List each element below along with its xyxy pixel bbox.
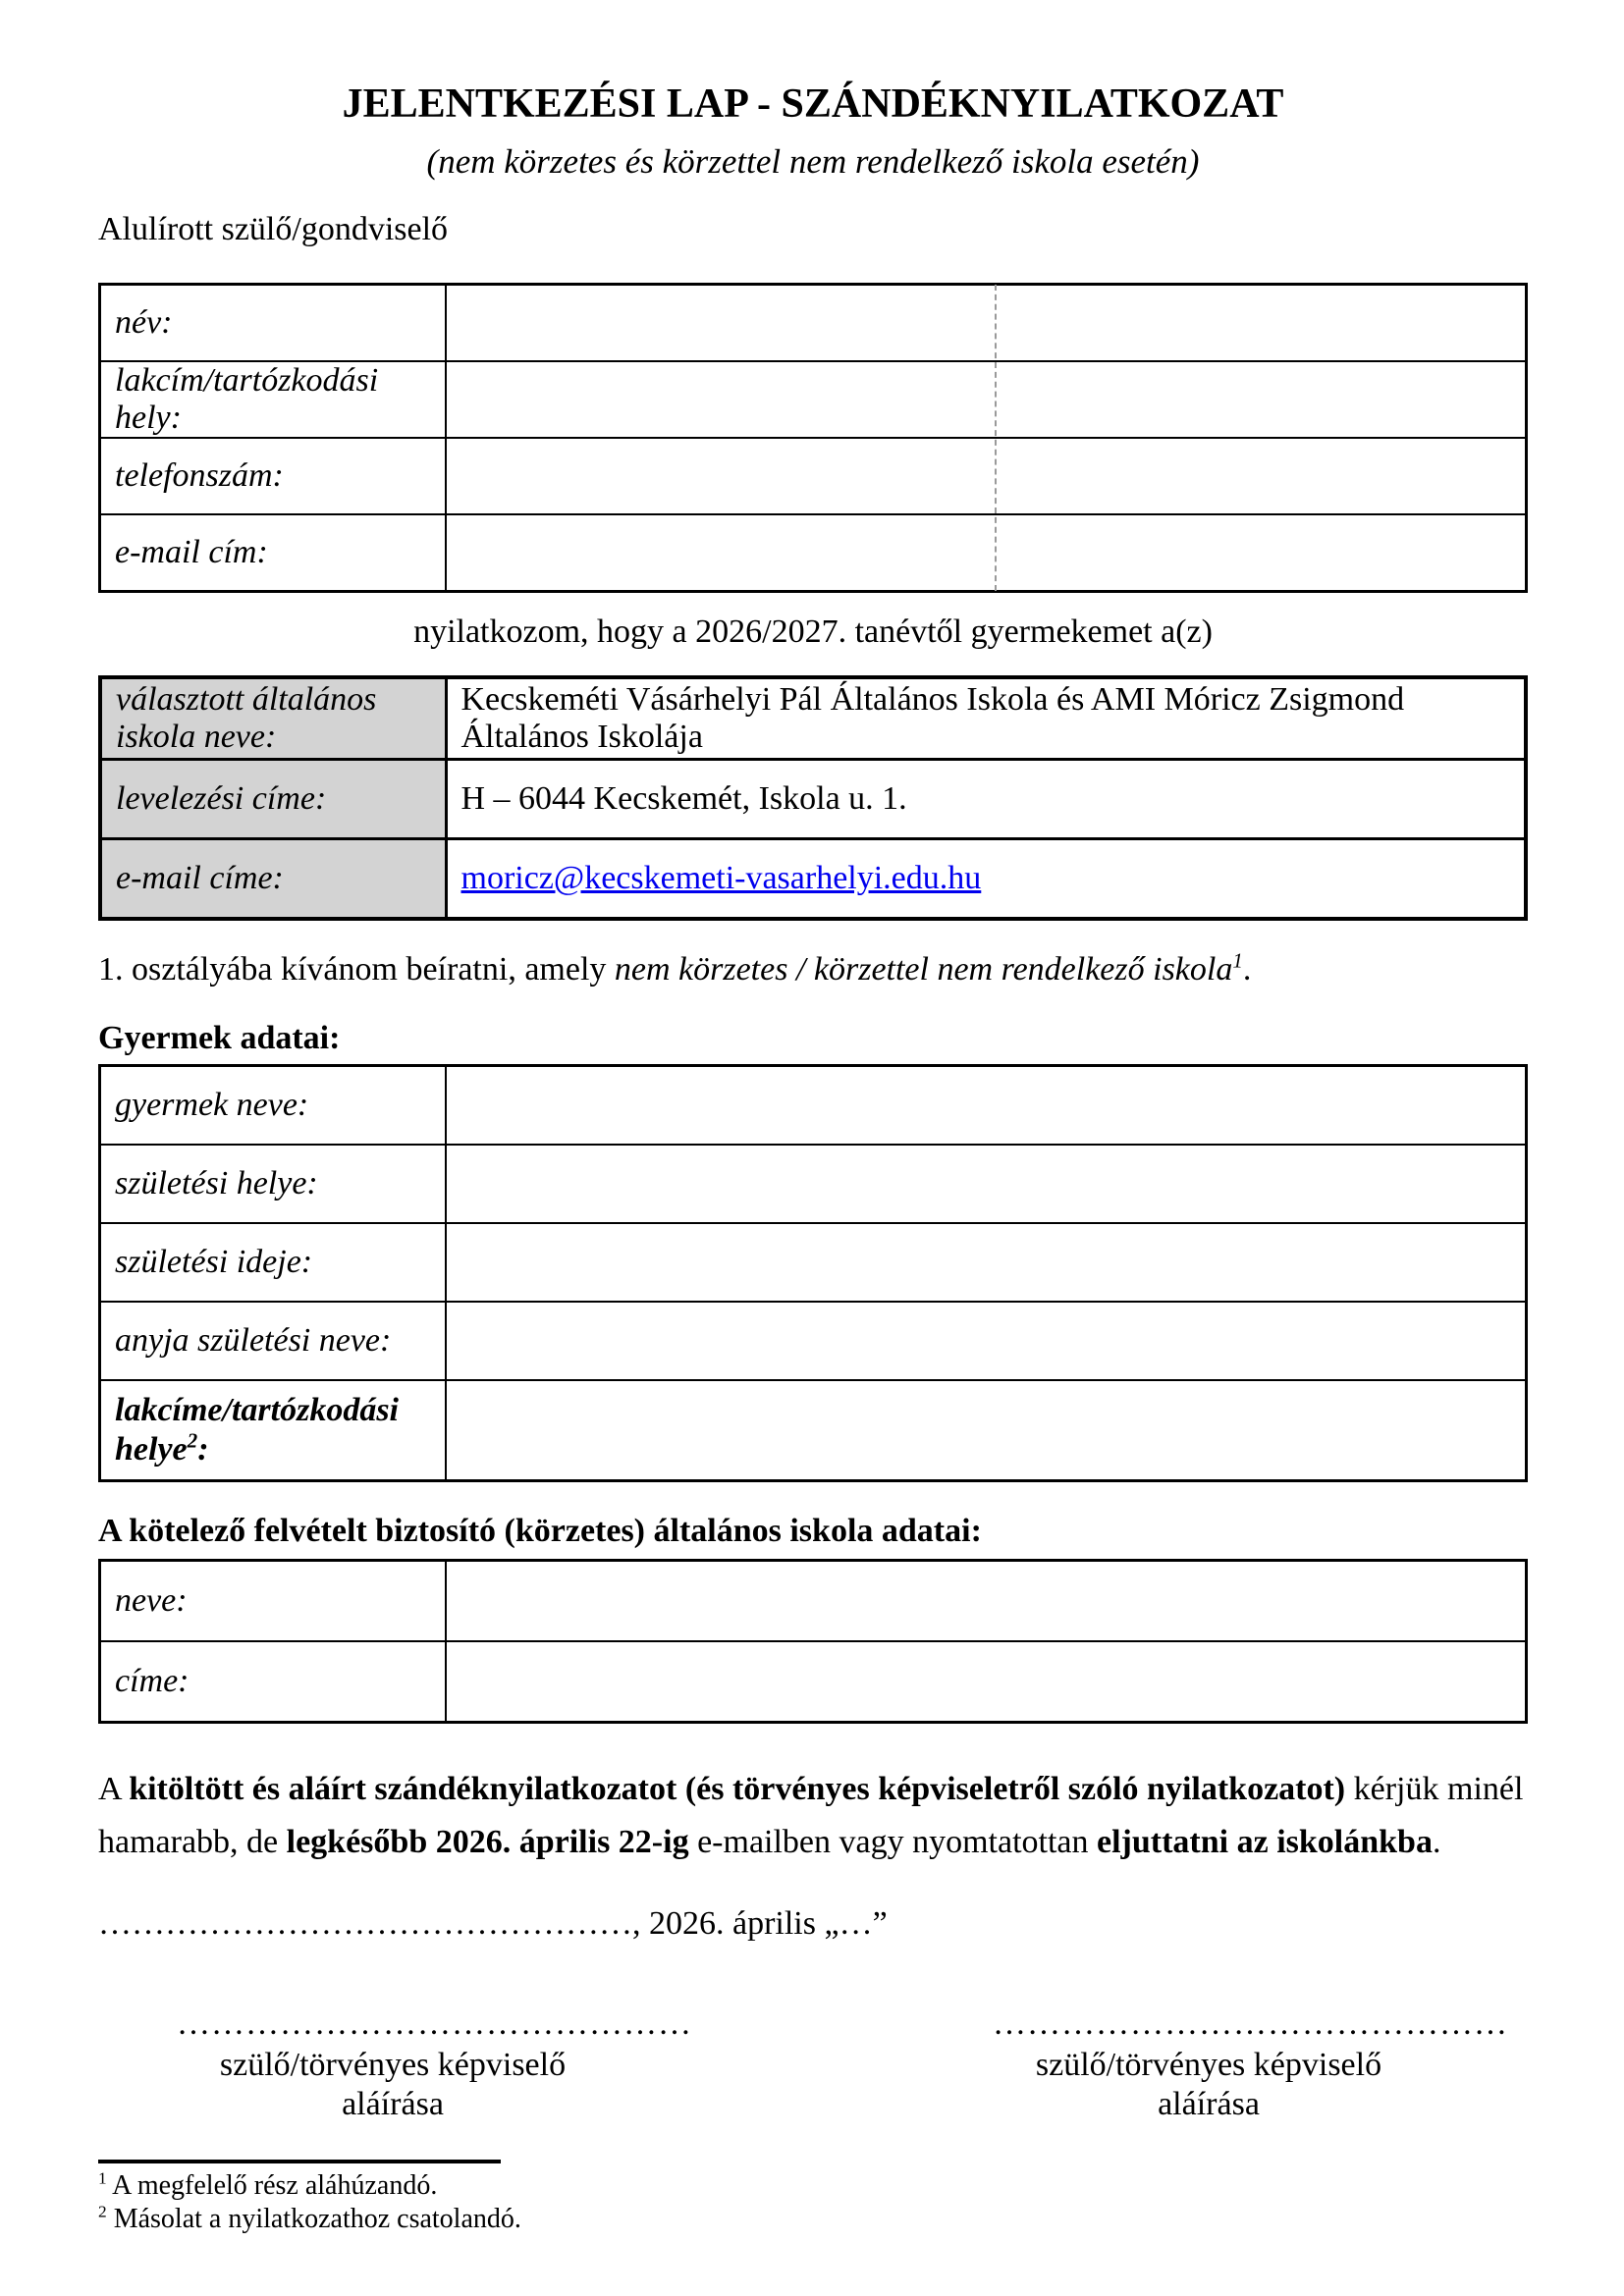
table-row — [100, 1302, 1527, 1380]
district-section-heading: A kötelező felvételt biztosító (körzetes) általános iskola adatai: — [98, 1513, 982, 1549]
child-birth-place-input-cell[interactable] — [446, 1145, 1527, 1223]
field-label-school-email: e-mail címe: — [100, 839, 446, 920]
signature-line: ……………………………………… — [177, 2005, 692, 2042]
school-email-cell — [446, 839, 1526, 920]
footnote-2-text: Másolat a nyilatkozathoz csatolandó. — [113, 2204, 521, 2234]
table-row — [100, 1223, 1527, 1302]
footnote-1-marker: 1 — [98, 2168, 107, 2188]
school-address-value: H – 6044 Kecskemét, Iskola u. 1. — [446, 760, 1526, 839]
table-row — [100, 514, 1527, 592]
field-label-child-address: lakcíme/tartózkodási helye$^2$: — [100, 1380, 446, 1481]
table-row — [100, 1641, 1527, 1723]
page-title: JELENTKEZÉSI LAP - SZÁNDÉKNYILATKOZAT — [342, 81, 1284, 127]
parent-address-input-cell[interactable] — [446, 361, 1527, 438]
field-label-email: e-mail cím: — [100, 514, 446, 592]
field-label-mother-name: anyja születési neve: — [100, 1302, 446, 1380]
district-school-table — [98, 1559, 1528, 1724]
parent-name-input-cell[interactable] — [446, 285, 1527, 362]
parent-phone-input-cell[interactable] — [446, 438, 1527, 514]
table-row — [100, 361, 1527, 438]
child-mother-name-input-cell[interactable] — [446, 1302, 1527, 1380]
school-name-value: Kecskeméti Vásárhelyi Pál Általános Iskola és AMI Móricz Zsigmond Általános Iskolája — [446, 677, 1526, 760]
date-line: …………………………………………, 2026. április „…” — [98, 1905, 888, 1942]
table-row — [100, 760, 1526, 839]
table-row — [100, 1380, 1527, 1481]
signature-row — [98, 2004, 1528, 2124]
child-address-input-cell[interactable] — [446, 1380, 1527, 1481]
footnotes — [98, 2169, 1528, 2236]
parent-email-input-cell[interactable] — [446, 514, 1527, 592]
table-row — [100, 285, 1527, 362]
footnote-2-marker: 2 — [98, 2202, 107, 2221]
field-label-district-address: címe: — [100, 1641, 446, 1723]
school-email-link[interactable]: moricz@kecskemeti-vasarhelyi.edu.hu — [460, 860, 982, 896]
signature-label: szülő/törvényes képviselő aláírása — [219, 2047, 567, 2122]
signature-line: ……………………………………… — [993, 2005, 1508, 2042]
field-label-district-name: neve: — [100, 1561, 446, 1642]
declaration-line: nyilatkozom, hogy a 2026/2027. tanévtől gyermekemet a(z) — [413, 614, 1213, 650]
signature-block-left — [177, 2004, 692, 2124]
field-label-address: lakcím/tartózkodási hely: — [100, 361, 446, 438]
child-name-input-cell[interactable] — [446, 1066, 1527, 1146]
table-row — [100, 839, 1526, 920]
signature-label: szülő/törvényes képviselő aláírása — [1035, 2047, 1382, 2122]
footnote-2 — [98, 2203, 1528, 2236]
parent-info-table — [98, 283, 1528, 593]
child-section-heading: Gyermek adatai: — [98, 1020, 341, 1056]
child-birth-date-input-cell[interactable] — [446, 1223, 1527, 1302]
table-row — [100, 438, 1527, 514]
table-row — [100, 677, 1526, 760]
field-label-birth-date: születési ideje: — [100, 1223, 446, 1302]
table-row — [100, 1561, 1527, 1642]
footnote-separator — [98, 2160, 501, 2163]
field-label-birth-place: születési helye: — [100, 1145, 446, 1223]
table-row — [100, 1066, 1527, 1146]
table-row — [100, 1145, 1527, 1223]
field-label-child-name: gyermek neve: — [100, 1066, 446, 1146]
footnote-1-text: A megfelelő rész aláhúzandó. — [112, 2170, 438, 2201]
footnote-1 — [98, 2169, 1528, 2203]
field-label-name: név: — [100, 285, 446, 362]
signature-block-right — [993, 2004, 1508, 2124]
field-label-phone: telefonszám: — [100, 438, 446, 514]
district-address-input-cell[interactable] — [446, 1641, 1527, 1723]
parent-info-table-wrap — [98, 283, 1528, 593]
page-subtitle: (nem körzetes és körzettel nem rendelkező iskola esetén) — [426, 142, 1200, 181]
intro-line: Alulírott szülő/gondviselő — [98, 211, 449, 247]
school-info-table — [98, 675, 1528, 921]
closing-paragraph: A kitöltött és aláírt szándéknyilatkozatot (és törvényes képviseletről szóló nyilatkozatot) kérjük minél hamarabb, de legkésőbb 2026. április 22-ig e-mailben vagy nyomtatottan eljuttatni az iskolánkba. — [98, 1771, 1524, 1860]
enrollment-sentence: 1. osztályába kívánom beíratni, amely nem körzetes / körzettel nem rendelkező iskola$^1$. — [98, 948, 1252, 988]
district-name-input-cell[interactable] — [446, 1561, 1527, 1642]
field-label-school-name: választott általános iskola neve: — [100, 677, 446, 760]
child-info-table — [98, 1064, 1528, 1482]
field-label-school-address: levelezési címe: — [100, 760, 446, 839]
